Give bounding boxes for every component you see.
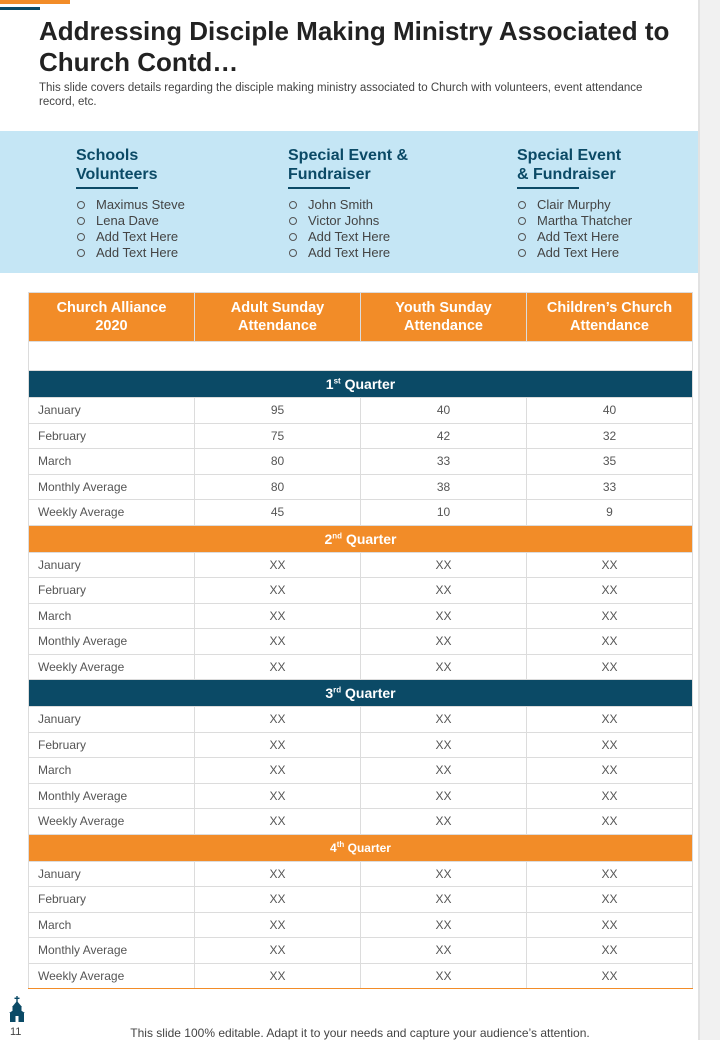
- row-label: Monthly Average: [29, 474, 195, 500]
- row-label: March: [29, 758, 195, 784]
- name-list: [288, 197, 408, 261]
- list-item-text: Lena Dave: [96, 213, 159, 228]
- quarter-label: Quarter: [347, 841, 391, 855]
- header-youth-sunday: Youth Sunday Attendance: [361, 293, 527, 342]
- attendance-cell: 40: [361, 398, 527, 424]
- attendance-cell: 80: [195, 449, 361, 475]
- attendance-cell: 75: [195, 423, 361, 449]
- column-heading: [288, 146, 408, 184]
- table-row: [29, 552, 693, 578]
- attendance-cell: XX: [527, 603, 693, 629]
- page-number: 11: [10, 1026, 22, 1038]
- table-row: [29, 474, 693, 500]
- attendance-cell: 80: [195, 474, 361, 500]
- attendance-cell: XX: [361, 758, 527, 784]
- list-item: [517, 245, 632, 261]
- circle-bullet-icon: [289, 233, 297, 241]
- attendance-cell: XX: [527, 809, 693, 835]
- table-row: [29, 449, 693, 475]
- quarter-header-row: [29, 371, 693, 398]
- quarter-label: Quarter: [345, 685, 396, 701]
- row-label: March: [29, 449, 195, 475]
- circle-bullet-icon: [77, 233, 85, 241]
- row-label: March: [29, 912, 195, 938]
- table-header-row: [29, 293, 693, 342]
- list-item-text: Add Text Here: [96, 245, 179, 260]
- column-schools-volunteers: [76, 146, 185, 261]
- table-row: [29, 809, 693, 835]
- attendance-cell: XX: [527, 707, 693, 733]
- quarter-label: Quarter: [345, 530, 397, 547]
- quarter-number: 4: [330, 841, 337, 855]
- heading-underline: [288, 187, 350, 189]
- list-item-text: John Smith: [308, 197, 374, 212]
- table-row: [29, 423, 693, 449]
- column-heading: [76, 146, 185, 184]
- attendance-cell: XX: [361, 654, 527, 680]
- attendance-cell: 35: [527, 449, 693, 475]
- list-item: [76, 197, 185, 213]
- column-heading-line2: & Fundraiser: [517, 166, 616, 183]
- circle-bullet-icon: [518, 233, 526, 241]
- attendance-cell: XX: [195, 861, 361, 887]
- column-heading: [517, 146, 632, 184]
- quarter-ordinal: rd: [333, 685, 342, 695]
- attendance-cell: XX: [195, 887, 361, 913]
- row-label: Weekly Average: [29, 963, 195, 989]
- table-row: [29, 500, 693, 526]
- attendance-cell: 33: [527, 474, 693, 500]
- attendance-cell: XX: [195, 629, 361, 655]
- column-special-event-2: [517, 146, 632, 261]
- circle-bullet-icon: [77, 201, 85, 209]
- list-item: [288, 229, 408, 245]
- row-label: January: [29, 707, 195, 733]
- list-item: [76, 229, 185, 245]
- table-row: [29, 887, 693, 913]
- list-item-text: Maximus Steve: [96, 197, 185, 212]
- table-row: [29, 758, 693, 784]
- quarter-ordinal: st: [333, 376, 341, 386]
- header-church-alliance: Church Alliance 2020: [29, 293, 195, 342]
- table-row: [29, 398, 693, 424]
- attendance-cell: XX: [361, 887, 527, 913]
- row-label: February: [29, 578, 195, 604]
- table-row: [29, 732, 693, 758]
- attendance-cell: XX: [361, 809, 527, 835]
- attendance-cell: XX: [527, 758, 693, 784]
- circle-bullet-icon: [77, 249, 85, 257]
- blank-row: [29, 342, 693, 371]
- attendance-cell: XX: [361, 963, 527, 989]
- list-item-text: Add Text Here: [537, 229, 620, 244]
- circle-bullet-icon: [289, 201, 297, 209]
- list-item: [288, 213, 408, 229]
- attendance-cell: XX: [361, 938, 527, 964]
- attendance-cell: XX: [195, 654, 361, 680]
- attendance-cell: XX: [195, 578, 361, 604]
- church-icon: [8, 996, 26, 1022]
- list-item-text: Martha Thatcher: [537, 213, 633, 228]
- attendance-cell: XX: [361, 783, 527, 809]
- row-label: February: [29, 423, 195, 449]
- attendance-cell: XX: [527, 783, 693, 809]
- page-subtitle: This slide covers details regarding the disciple making ministry associated to Church with volunteers, event attendance record, etc.: [39, 82, 643, 108]
- attendance-cell: XX: [195, 912, 361, 938]
- header-childrens-church: Children’s Church Attendance: [527, 293, 693, 342]
- quarter-ordinal: th: [336, 840, 345, 849]
- attendance-cell: XX: [361, 603, 527, 629]
- quarter-number: 3: [325, 685, 334, 701]
- attendance-cell: 95: [195, 398, 361, 424]
- table-row: [29, 603, 693, 629]
- circle-bullet-icon: [518, 249, 526, 257]
- attendance-cell: XX: [195, 809, 361, 835]
- table-row: [29, 938, 693, 964]
- attendance-cell: XX: [527, 938, 693, 964]
- list-item-text: Clair Murphy: [537, 197, 611, 212]
- attendance-cell: 45: [195, 500, 361, 526]
- column-heading-line2: Fundraiser: [288, 166, 371, 183]
- row-label: Weekly Average: [29, 654, 195, 680]
- attendance-cell: XX: [527, 887, 693, 913]
- list-item: [517, 197, 632, 213]
- attendance-cell: 38: [361, 474, 527, 500]
- circle-bullet-icon: [289, 217, 297, 225]
- heading-underline: [76, 187, 138, 189]
- attendance-cell: XX: [195, 552, 361, 578]
- attendance-cell: 33: [361, 449, 527, 475]
- list-item-text: Add Text Here: [308, 245, 391, 260]
- attendance-cell: XX: [527, 629, 693, 655]
- quarter-ordinal: nd: [332, 530, 343, 540]
- row-label: Weekly Average: [29, 809, 195, 835]
- attendance-cell: XX: [195, 603, 361, 629]
- row-label: January: [29, 552, 195, 578]
- attendance-cell: XX: [195, 732, 361, 758]
- quarter-number: 2: [324, 530, 333, 547]
- row-label: Monthly Average: [29, 629, 195, 655]
- table-row: [29, 861, 693, 887]
- right-edge-strip: [698, 0, 720, 1040]
- list-item: [76, 213, 185, 229]
- quarter-header-row: [29, 680, 693, 707]
- row-label: February: [29, 732, 195, 758]
- column-heading-line1: Special Event: [517, 147, 622, 164]
- row-label: January: [29, 861, 195, 887]
- quarter-header-row: [29, 834, 693, 861]
- attendance-cell: XX: [527, 578, 693, 604]
- attendance-cell: XX: [361, 629, 527, 655]
- column-heading-line1: Schools: [76, 147, 139, 164]
- attendance-cell: 9: [527, 500, 693, 526]
- attendance-cell: XX: [361, 578, 527, 604]
- list-item-text: Add Text Here: [537, 245, 620, 260]
- list-item: [76, 245, 185, 261]
- attendance-cell: XX: [361, 912, 527, 938]
- list-item: [288, 197, 408, 213]
- row-label: January: [29, 398, 195, 424]
- attendance-cell: XX: [195, 783, 361, 809]
- quarter-header-row: [29, 525, 693, 552]
- quarter-label: Quarter: [344, 376, 396, 392]
- top-accent-bar-orange: [0, 0, 70, 4]
- attendance-cell: 10: [361, 500, 527, 526]
- table-row: [29, 783, 693, 809]
- list-item-text: Add Text Here: [96, 229, 179, 244]
- table-row: [29, 629, 693, 655]
- attendance-cell: XX: [361, 552, 527, 578]
- attendance-cell: 42: [361, 423, 527, 449]
- table-row: [29, 578, 693, 604]
- list-item-text: Add Text Here: [308, 229, 391, 244]
- row-label: Monthly Average: [29, 938, 195, 964]
- row-label: March: [29, 603, 195, 629]
- attendance-cell: XX: [527, 912, 693, 938]
- table-row: [29, 963, 693, 989]
- row-label: Monthly Average: [29, 783, 195, 809]
- circle-bullet-icon: [77, 217, 85, 225]
- attendance-cell: XX: [527, 861, 693, 887]
- top-accent-bar-navy: [0, 7, 40, 10]
- column-heading-line1: Special Event &: [288, 147, 409, 164]
- table-row: [29, 707, 693, 733]
- table-row: [29, 654, 693, 680]
- volunteer-band: [0, 131, 698, 273]
- attendance-cell: XX: [527, 963, 693, 989]
- attendance-cell: XX: [195, 707, 361, 733]
- attendance-cell: XX: [361, 707, 527, 733]
- attendance-cell: XX: [195, 963, 361, 989]
- circle-bullet-icon: [289, 249, 297, 257]
- footer-note: This slide 100% editable. Adapt it to your needs and capture your audience’s attention.: [130, 1026, 590, 1040]
- header-adult-sunday: Adult Sunday Attendance: [195, 293, 361, 342]
- attendance-cell: XX: [195, 758, 361, 784]
- name-list: [517, 197, 632, 261]
- circle-bullet-icon: [518, 201, 526, 209]
- page-title: Addressing Disciple Making Ministry Associated to Church Contd…: [39, 16, 670, 77]
- attendance-cell: XX: [527, 732, 693, 758]
- attendance-cell: 32: [527, 423, 693, 449]
- column-special-event-1: [288, 146, 408, 261]
- list-item: [517, 229, 632, 245]
- attendance-cell: XX: [361, 861, 527, 887]
- list-item-text: Victor Johns: [308, 213, 380, 228]
- heading-underline: [517, 187, 579, 189]
- name-list: [76, 197, 185, 261]
- column-heading-line2: Volunteers: [76, 166, 158, 183]
- row-label: February: [29, 887, 195, 913]
- table-row: [29, 912, 693, 938]
- circle-bullet-icon: [518, 217, 526, 225]
- attendance-cell: XX: [527, 654, 693, 680]
- attendance-cell: 40: [527, 398, 693, 424]
- list-item: [288, 245, 408, 261]
- quarter-number: 1: [325, 376, 334, 392]
- attendance-cell: XX: [527, 552, 693, 578]
- attendance-table: [28, 292, 693, 989]
- list-item: [517, 213, 632, 229]
- attendance-cell: XX: [195, 938, 361, 964]
- attendance-cell: XX: [361, 732, 527, 758]
- row-label: Weekly Average: [29, 500, 195, 526]
